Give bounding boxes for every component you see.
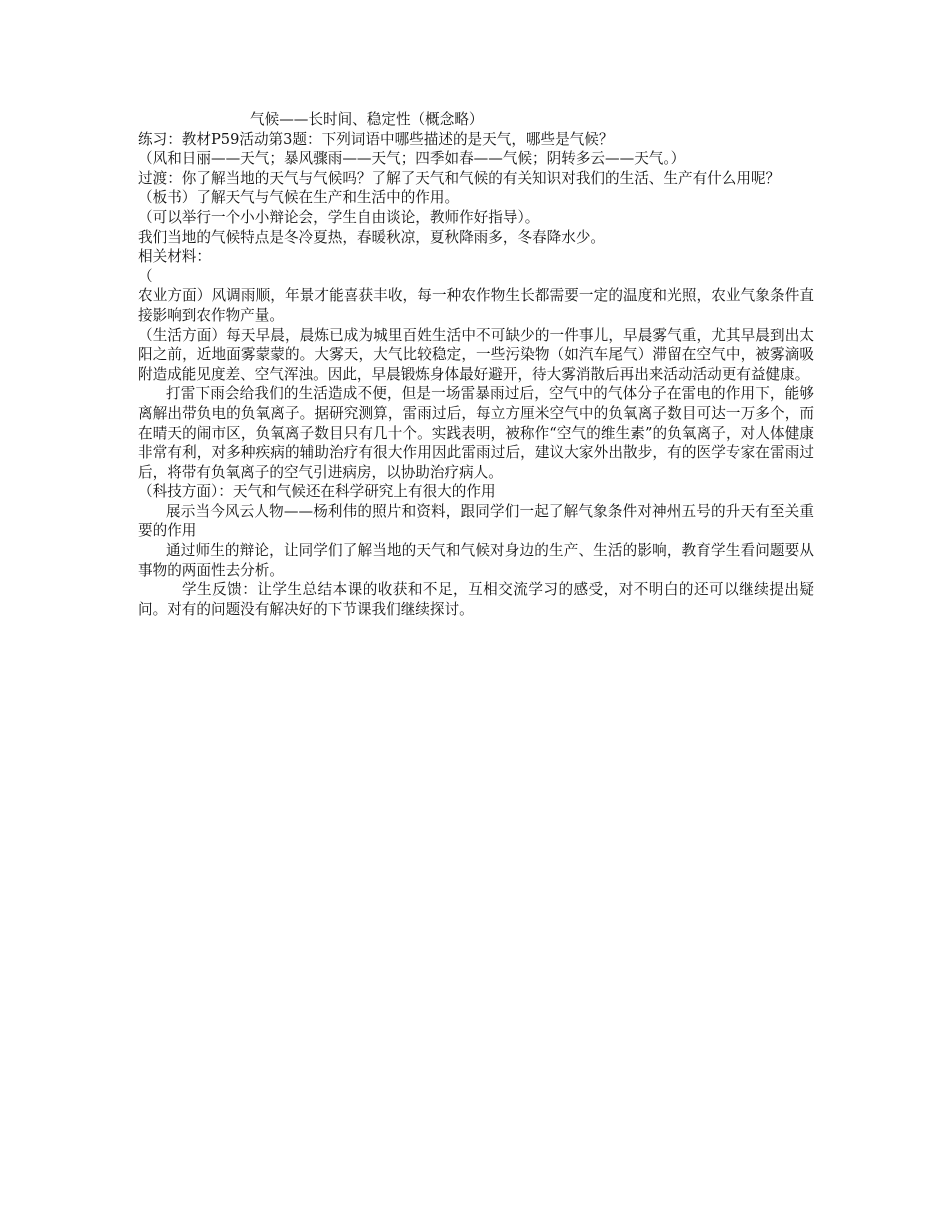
feedback-paragraph: 学生反馈：让学生总结本课的收获和不足，互相交流学习的感受，对不明白的还可以继续提出疑问。对有的问题没有解决好的下节课我们继续探讨。 [138,581,814,618]
exercise-line: 练习：教材P59活动第3题：下列词语中哪些描述的是天气，哪些是气候？ [138,130,614,148]
transition-paragraph: 过渡：你了解当地的天气与气候吗？了解了天气和气候的有关知识对我们的生活、生产有什么用呢？ [138,169,781,187]
life-paragraph: （生活方面）每天早晨，晨炼已成为城里百姓生活中不可缺少的一件事儿，早晨雾气重，尤其早晨到出太阳之前，近地面雾蒙蒙的。大雾天，大气比较稳定，一些污染物（如汽车尾气）滞留在空气中，被雾滴吸附造成能见度差、空气浑浊。因此，早晨锻炼身体最好避开，待大雾消散后再出来活动活动更有益健康。 [138,326,814,383]
exercise-answer-line: （风和日丽——天气；暴风骤雨——天气；四季如春——气候；阴转多云——天气。） [138,150,686,168]
materials-heading: 相关材料： [138,248,211,266]
debate-result-paragraph: 通过师生的辩论，让同学们了解当地的天气和气候对身边的生产、生活的影响，教育学生看问题要从事物的两面性去分析。 [138,542,814,579]
debate-line: （可以举行一个小小辩论会，学生自由谈论，教师作好指导）。 [138,208,540,226]
document-page [138,110,814,619]
thunder-paragraph: 打雷下雨会给我们的生活造成不便，但是一场雷暴雨过后，空气中的气体分子在雷电的作用下，能够离解出带负电的负氧离子。据研究测算，雷雨过后，每立方厘米空气中的负氧离子数目可达一万多个，而在晴天的闹市区，负氧离子数目只有几十个。实践表明，被称作“空气的维生素”的负氧离子，对人体健康非常有利，对多种疾病的辅助治疗有很大作用因此雷雨过后，建议大家外出散步，有的医学专家在雷雨过后，将带有负氧离子的空气引进病房，以协助治疗病人。 [138,385,814,481]
open-paren: （ [138,267,153,285]
local-climate-line: 我们当地的气候特点是冬冷夏热，春暖秋凉，夏秋降雨多，冬春降水少。 [138,228,606,246]
agriculture-paragraph: 农业方面）风调雨顺，年景才能喜获丰收，每一种农作物生长都需要一定的温度和光照，农业气象条件直接影响到农作物产量。 [138,287,814,324]
science-line: （科技方面）：天气和气候还在科学研究上有很大的作用 [138,483,496,501]
section-title: 气候——长时间、稳定性（概念略） [250,111,484,128]
board-line: （板书）了解天气与气候在生产和生活中的作用。 [138,189,460,207]
yang-liwei-paragraph: 展示当今风云人物——杨利伟的照片和资料，跟同学们一起了解气象条件对神州五号的升天有至关重要的作用 [138,502,814,540]
